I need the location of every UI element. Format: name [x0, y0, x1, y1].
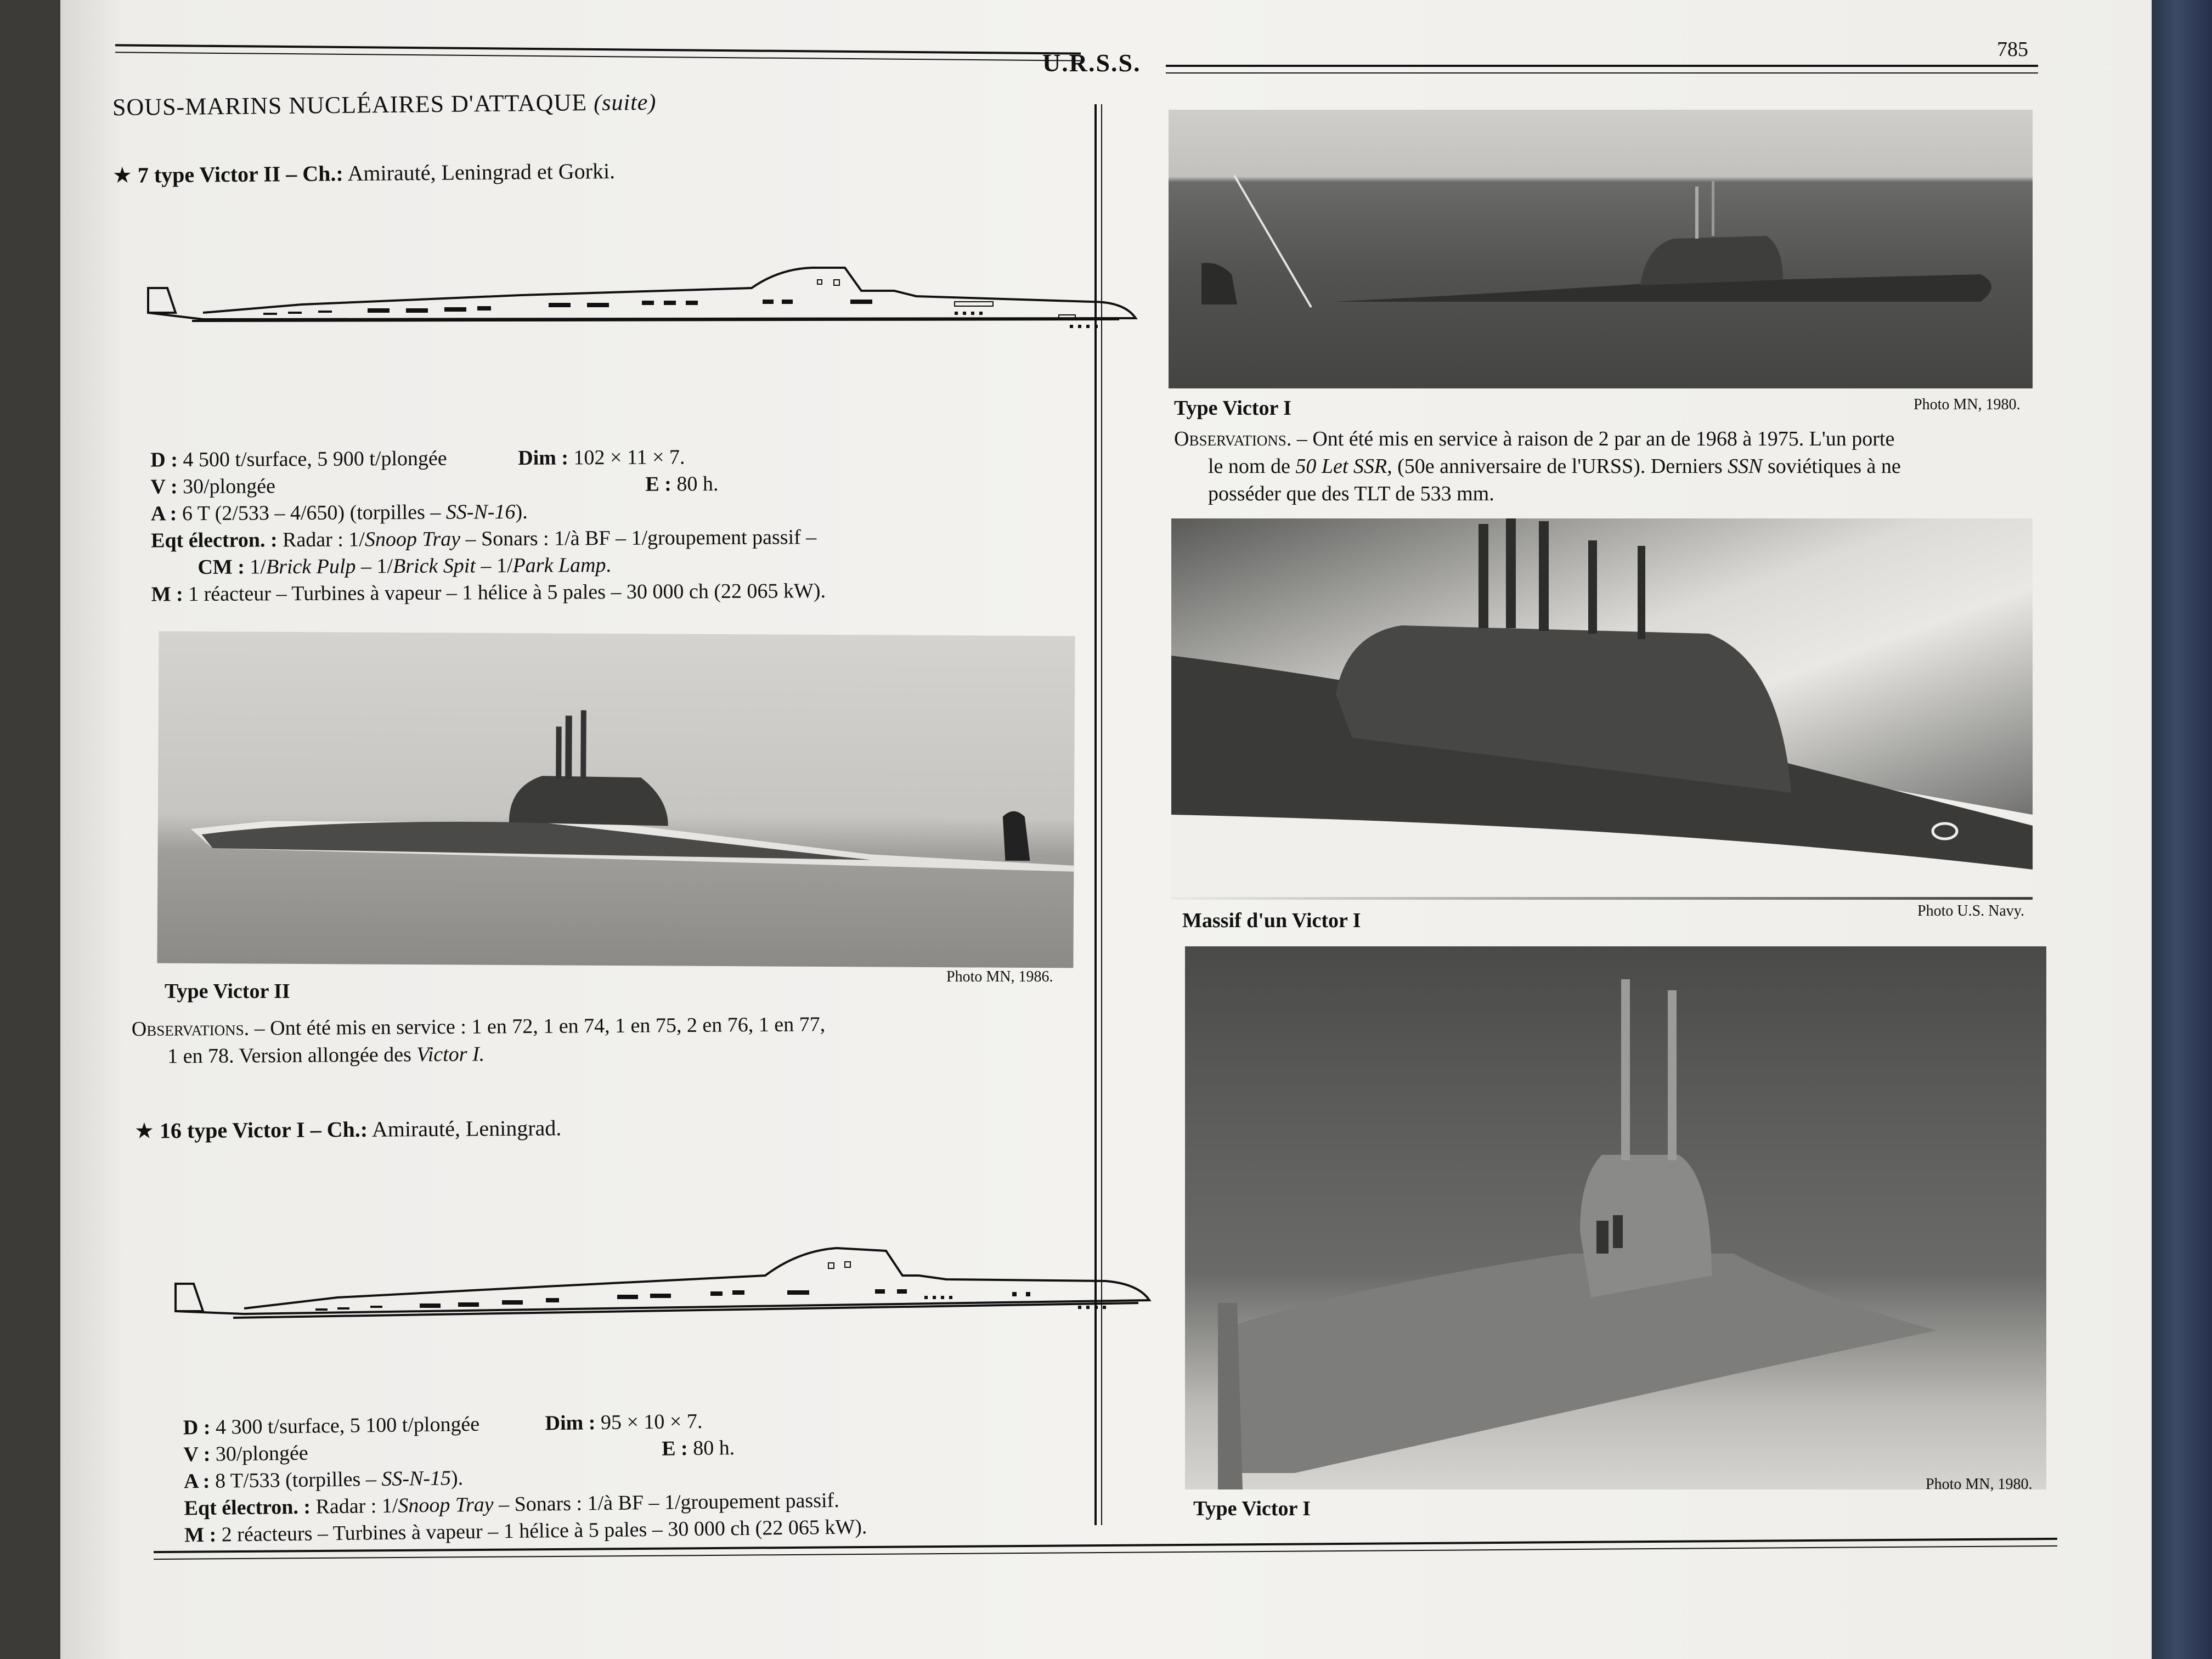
victor2-observations: Observations. – Ont été mis en service : 1 en 72, 1 en 74, 1 en 75, 2 en 76, 1 en 77, 1 en 78. Version allongée des Victor I. — [131, 1013, 826, 1068]
victor2-photo-caption: Type Victor II — [165, 980, 290, 1003]
header-title: U.R.S.S. — [1042, 49, 1141, 77]
star-icon: ★ — [134, 1118, 155, 1143]
page-number: 785 — [1997, 38, 2028, 61]
victor1-photo-top-credit: Photo MN, 1980. — [1914, 396, 2021, 413]
header-rule-right — [1166, 65, 2038, 74]
victor2-photo-credit: Photo MN, 1986. — [946, 968, 1053, 985]
section-title: SOUS-MARINS NUCLÉAIRES D'ATTAQUE (suite) — [112, 89, 657, 121]
victor1-photo-bottom-credit: Photo MN, 1980. — [1926, 1476, 2033, 1493]
victor1-sail-photo — [1171, 518, 2033, 900]
victor1-observations: Observations. – Ont été mis en service à raison de 2 par an de 1968 à 1975. L'un porte le nom de 50 Let SSR, (50e anniversaire de l'URSS). Derniers SSN soviétiques à ne posséder que des TLT de 533 mm. — [1174, 427, 1901, 505]
book-cover-edge — [2152, 0, 2212, 1659]
victor2-profile-drawing — [137, 258, 1141, 351]
header-rule-left — [115, 44, 1081, 61]
victor1-profile-drawing — [162, 1229, 1160, 1344]
victor2-specs: D : 4 500 t/surface, 5 900 t/plongée Dim : 102 × 11 × 7. V : 30/plongée E : 80 h. A : 6 T (2/533 – 4/650) (torpilles – SS-N-16). Eqt électron. : Radar : 1/Snoop Tray – Sonars : 1/à BF – 1/groupement passif – CM : 1/Brick Pulp – 1/Brick Spit – 1/Park Lamp. M : 1 réacteur – Turbines à vapeur – 1 hélice à 5 pales – 30 000 ch (22 065 kW). — [150, 445, 826, 606]
victor1-heading: ★ 16 type Victor I – Ch.: Amirauté, Leningrad. — [134, 1115, 562, 1143]
star-icon: ★ — [112, 162, 133, 188]
victor1-photo-top — [1169, 110, 2033, 388]
victor1-photo-bottom — [1185, 946, 2046, 1489]
victor1-sail-photo-credit: Photo U.S. Navy. — [1917, 902, 2024, 919]
victor1-sail-photo-caption: Massif d'un Victor I — [1182, 909, 1361, 932]
book-page — [60, 0, 2178, 1659]
victor2-photo — [157, 631, 1075, 968]
victor2-heading: ★ 7 type Victor II – Ch.: Amirauté, Leningrad et Gorki. — [112, 159, 616, 188]
victor1-photo-top-caption: Type Victor I — [1174, 397, 1291, 420]
victor1-specs: D : 4 300 t/surface, 5 100 t/plongée Dim : 95 × 10 × 7. V : 30/plongée E : 80 h. A : 8 T/533 (torpilles – SS-N-15). Eqt électron. : Radar : 1/Snoop Tray – Sonars : 1/à BF – 1/groupement passif. M : 2 réacteurs – Turbines à vapeur – 1 hélice à 5 pales – 30 000 ch (22 065 kW). — [183, 1409, 867, 1547]
victor1-photo-bottom-caption: Type Victor I — [1193, 1497, 1311, 1520]
